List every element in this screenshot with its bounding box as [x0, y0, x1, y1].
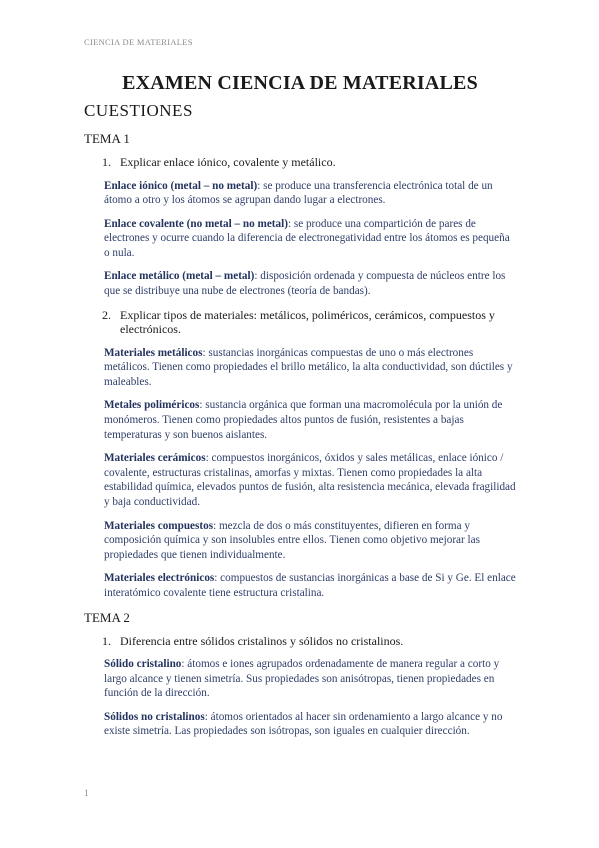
answer-text: : sustancia orgánica que forman una macromolécula por la unión de monómeros. Tienen como propiedades altos puntos de fusión, resistentes a bajas temperaturas y son buenos aislantes.: [104, 399, 503, 441]
answer-paragraph: [104, 179, 516, 208]
answer-text: : compuestos inorgánicos, óxidos y sales metálicas, enlace iónico / covalente, estructuras cristalinas, amorfas y mixtas. Tienen como propiedades la alta estabilidad química, elevados puntos de fusión, alta resistencia mecánica, elevada fragilidad y baja conductividad.: [104, 452, 516, 508]
answer-text: : sustancias inorgánicas compuestas de uno o más electrones metálicos. Tienen como propiedades el brillo metálico, la alta conductividad, son dúctiles y maleables.: [104, 346, 513, 388]
question-text: Diferencia entre sólidos cristalinos y sólidos no cristalinos.: [120, 633, 404, 648]
answer-term: Materiales electrónicos: [104, 572, 215, 585]
answer-term: Enlace metálico (metal – metal): [104, 270, 255, 283]
answer-term: Sólidos no cristalinos: [104, 710, 205, 723]
answer-paragraph: [104, 269, 516, 298]
tema-2-heading: TEMA 2: [84, 609, 130, 625]
answer-term: Metales poliméricos: [104, 399, 200, 412]
question-text: Explicar enlace iónico, covalente y metálico.: [120, 155, 336, 169]
question-item: [84, 634, 516, 649]
answer-term: Materiales metálicos: [104, 346, 203, 359]
answer-paragraph: [104, 519, 516, 563]
answer-text: : compuestos de sustancias inorgánicas a base de Si y Ge. El enlace interatómico covalente tiene estructura cristalina.: [104, 572, 516, 599]
answer-term: Enlace iónico (metal – no metal): [104, 179, 258, 192]
tema-1-heading: TEMA 1: [84, 131, 130, 146]
answer-paragraph: [104, 451, 516, 509]
answer-text: : disposición ordenada y compuesta de núcleos entre los que se distribuye una nube de electrones (teoría de bandas).: [104, 270, 506, 298]
question-number: 1.: [102, 633, 111, 648]
question-item: [84, 308, 516, 337]
answer-paragraph: [104, 217, 516, 261]
answer-text: : se produce una compartición de pares de electrones y ocurre cuando la diferencia de electronegatividad entre los átomos es pequeña o nula.: [104, 217, 510, 259]
answer-term: Enlace covalente (no metal – no metal): [104, 217, 288, 230]
running-header: CIENCIA DE MATERIALES: [84, 37, 193, 47]
answer-paragraph: [104, 710, 516, 739]
answer-term: Materiales cerámicos: [104, 452, 206, 465]
question-number: 2.: [102, 307, 111, 322]
question-number: 1.: [102, 155, 111, 169]
answer-term: Materiales compuestos: [104, 519, 214, 532]
question-item: [84, 155, 516, 170]
page-number: 1: [84, 788, 89, 798]
answer-paragraph: [104, 398, 516, 442]
answer-text: : átomos e iones agrupados ordenadamente de manera regular a corto y largo alcance y tienen simetría. Sus propiedades son anisótropas, tienen propiedades en función de la dirección.: [104, 658, 500, 700]
answer-paragraph: [104, 657, 516, 701]
answer-text: : mezcla de dos o más constituyentes, difieren en forma y composición química y son insolubles entre ellos. Tienen como objetivo mejorar las propiedades que tienen individualmente.: [104, 519, 480, 561]
answer-paragraph: [104, 346, 516, 390]
answer-text: : se produce una transferencia electrónica total de un átomo a otro y los átomos se agrupan dando lugar a electrones.: [104, 179, 493, 207]
answer-term: Sólido cristalino: [104, 658, 182, 671]
section-title: CUESTIONES: [84, 101, 193, 120]
answer-paragraph: [104, 571, 516, 600]
answer-text: : átomos orientados al hacer sin ordenamiento a largo alcance y no existe simetría. Las propiedades son isótropas, son iguales en cualquier dirección.: [104, 710, 503, 738]
document-title: EXAMEN CIENCIA DE MATERIALES: [122, 72, 478, 94]
document-content: [84, 72, 516, 748]
question-text: Explicar tipos de materiales: metálicos, poliméricos, cerámicos, compuestos y electrónicos.: [120, 307, 495, 337]
